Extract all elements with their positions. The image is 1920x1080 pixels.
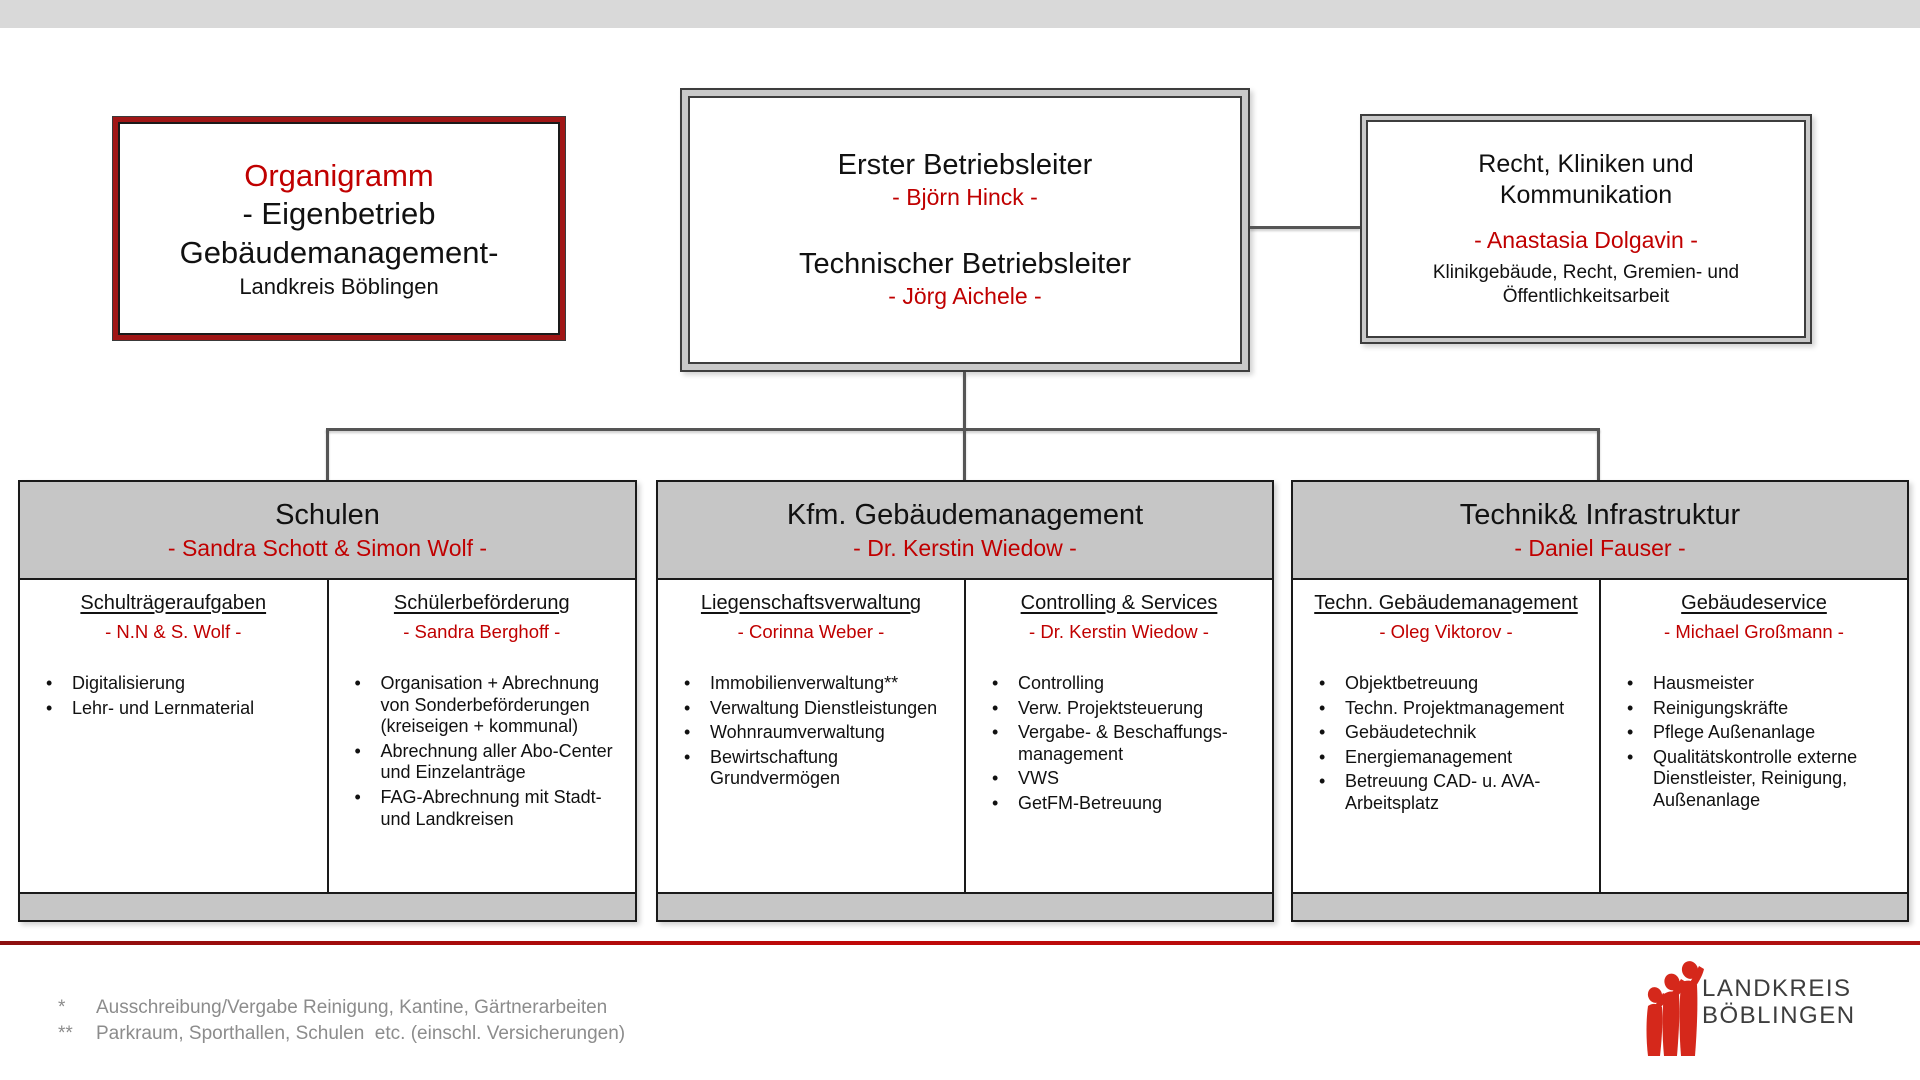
connector-stub-technik: [1597, 428, 1600, 480]
unit-lead-name: - Sandra Berghoff -: [403, 621, 561, 642]
task-item: • GetFM-Betreuung: [990, 793, 1260, 815]
unit-task-list: [974, 673, 1264, 815]
name-joerg-aichele: - Jörg Aichele -: [888, 282, 1042, 309]
unit-lead-name: - N.N & S. Wolf -: [105, 621, 242, 642]
unit-schuelerbefoerderung: [327, 580, 636, 892]
department-footer-strip: [20, 892, 635, 920]
task-item: • Vergabe- & Beschaffungs-management: [990, 722, 1260, 765]
department-kfm-gebaeudemanagement: [656, 480, 1274, 922]
task-item: • Objektbetreuung: [1317, 673, 1587, 695]
leadership-box-inner: [688, 96, 1242, 364]
footnote-1: [58, 995, 625, 1021]
department-schulen-header: [20, 482, 635, 580]
department-schulen-body: [20, 580, 635, 892]
footnote-2: [58, 1021, 625, 1047]
connector-leadership-staff: [1250, 226, 1360, 229]
logo-figures-icon: [1645, 960, 1915, 1060]
task-item: • Digitalisierung: [44, 673, 315, 695]
unit-lead-name: - Dr. Kerstin Wiedow -: [1029, 621, 1209, 642]
department-footer-strip: [658, 892, 1272, 920]
unit-task-list: [1301, 673, 1591, 815]
department-title: Schulen: [275, 498, 380, 531]
task-item: • Controlling: [990, 673, 1260, 695]
task-item: • Pflege Außenanlage: [1625, 722, 1895, 744]
department-head-name: - Dr. Kerstin Wiedow -: [853, 534, 1077, 561]
title-subtitle: Landkreis Böblingen: [239, 273, 439, 299]
unit-lead-name: - Michael Großmann -: [1664, 621, 1844, 642]
name-bjoern-hinck: - Björn Hinck -: [892, 184, 1038, 211]
task-item: • Energiemanagement: [1317, 747, 1587, 769]
unit-techn-gebaeudemanagement: [1293, 580, 1599, 892]
org-chart-title-box: [113, 117, 565, 340]
unit-gebaeudeservice: [1599, 580, 1907, 892]
staff-box-subtitle: Klinikgebäude, Recht, Gremien- und Öffentlichkeitsarbeit: [1432, 262, 1740, 308]
department-footer-strip: [1293, 892, 1907, 920]
title-line-1: - Eigenbetrieb: [242, 196, 436, 232]
task-item: • Gebäudetechnik: [1317, 722, 1587, 744]
task-item: • Verwaltung Dienstleistungen: [682, 698, 952, 720]
department-kfm-body: [658, 580, 1272, 892]
red-divider-line: [0, 941, 1920, 945]
department-technik-infrastruktur: [1291, 480, 1909, 922]
role-technischer-betriebsleiter: Technischer Betriebsleiter: [798, 248, 1132, 280]
department-schulen: [18, 480, 637, 922]
department-title: Technik& Infrastruktur: [1459, 498, 1741, 531]
task-item: • Reinigungskräfte: [1625, 698, 1895, 720]
unit-title: Gebäudeservice: [1681, 592, 1827, 614]
unit-task-list: [1609, 673, 1899, 812]
leadership-box: [680, 88, 1250, 372]
footnote-text: Parkraum, Sporthallen, Schulen etc. (einschl. Versicherungen): [96, 1023, 626, 1044]
task-item: • Techn. Projektmanagement: [1317, 698, 1587, 720]
connector-stub-schulen: [326, 428, 329, 480]
title-line-2: Gebäudemanagement-: [179, 235, 499, 271]
unit-title: Techn. Gebäudemanagement: [1314, 592, 1578, 614]
unit-controlling-services: [964, 580, 1272, 892]
unit-title: Liegenschaftsverwaltung: [700, 592, 922, 614]
unit-schultraegeraufgaben: [20, 580, 327, 892]
task-item: • Wohnraumverwaltung: [682, 722, 952, 744]
task-item: • VWS: [990, 768, 1260, 790]
task-item: • Bewirtschaftung Grundvermögen: [682, 747, 952, 790]
department-title: Kfm. Gebäudemanagement: [786, 498, 1144, 531]
unit-lead-name: - Corinna Weber -: [737, 621, 885, 642]
footnote-marker: **: [58, 1023, 73, 1044]
task-item: • Verw. Projektsteuerung: [990, 698, 1260, 720]
connector-stub-kfm: [963, 428, 966, 480]
footnotes: [58, 995, 625, 1047]
staff-box-title: Recht, Kliniken und Kommunikation: [1478, 150, 1694, 210]
unit-task-list: [666, 673, 956, 790]
task-item: • Qualitätskontrolle externe Dienstleister, Reinigung, Außenanlage: [1625, 747, 1895, 812]
task-item: • Hausmeister: [1625, 673, 1895, 695]
name-anastasia-dolgavin: - Anastasia Dolgavin -: [1474, 226, 1698, 253]
task-item: • FAG-Abrechnung mit Stadt- und Landkreisen: [353, 787, 624, 830]
task-item: • Betreuung CAD- u. AVA-Arbeitsplatz: [1317, 771, 1587, 814]
logo-text-line2: BÖBLINGEN: [1702, 1002, 1856, 1029]
unit-task-list: [28, 673, 319, 719]
unit-title: Schulträgeraufgaben: [80, 592, 267, 614]
role-erster-betriebsleiter: Erster Betriebsleiter: [837, 149, 1093, 182]
department-head-name: - Daniel Fauser -: [1514, 534, 1686, 561]
footnote-marker: *: [58, 997, 66, 1018]
connector-trunk: [963, 372, 966, 428]
task-item: • Organisation + Abrechnung von Sonderbeförderungen (kreiseigen + kommunal): [353, 673, 624, 738]
unit-liegenschaftsverwaltung: [658, 580, 964, 892]
unit-title: Controlling & Services: [1020, 592, 1218, 614]
department-head-name: - Sandra Schott & Simon Wolf -: [167, 534, 488, 561]
unit-lead-name: - Oleg Viktorov -: [1379, 621, 1513, 642]
staff-box-recht-kliniken: [1360, 114, 1812, 344]
footnote-text: Ausschreibung/Vergabe Reinigung, Kantine, Gärtnerarbeiten: [96, 997, 608, 1018]
unit-title: Schülerbeförderung: [393, 592, 570, 614]
department-technik-body: [1293, 580, 1907, 892]
logo-text-line1: LANDKREIS: [1702, 975, 1852, 1002]
task-item: • Abrechnung aller Abo-Center und Einzelanträge: [353, 741, 624, 784]
unit-task-list: [337, 673, 628, 830]
task-item: • Lehr- und Lernmaterial: [44, 698, 315, 720]
page-title: Organigramm: [244, 157, 434, 193]
task-item: • Immobilienverwaltung**: [682, 673, 952, 695]
staff-box-inner: [1366, 120, 1806, 338]
top-gray-band: [0, 0, 1920, 28]
department-kfm-header: [658, 482, 1272, 580]
landkreis-boeblingen-logo: [1645, 960, 1915, 1060]
department-technik-header: [1293, 482, 1907, 580]
